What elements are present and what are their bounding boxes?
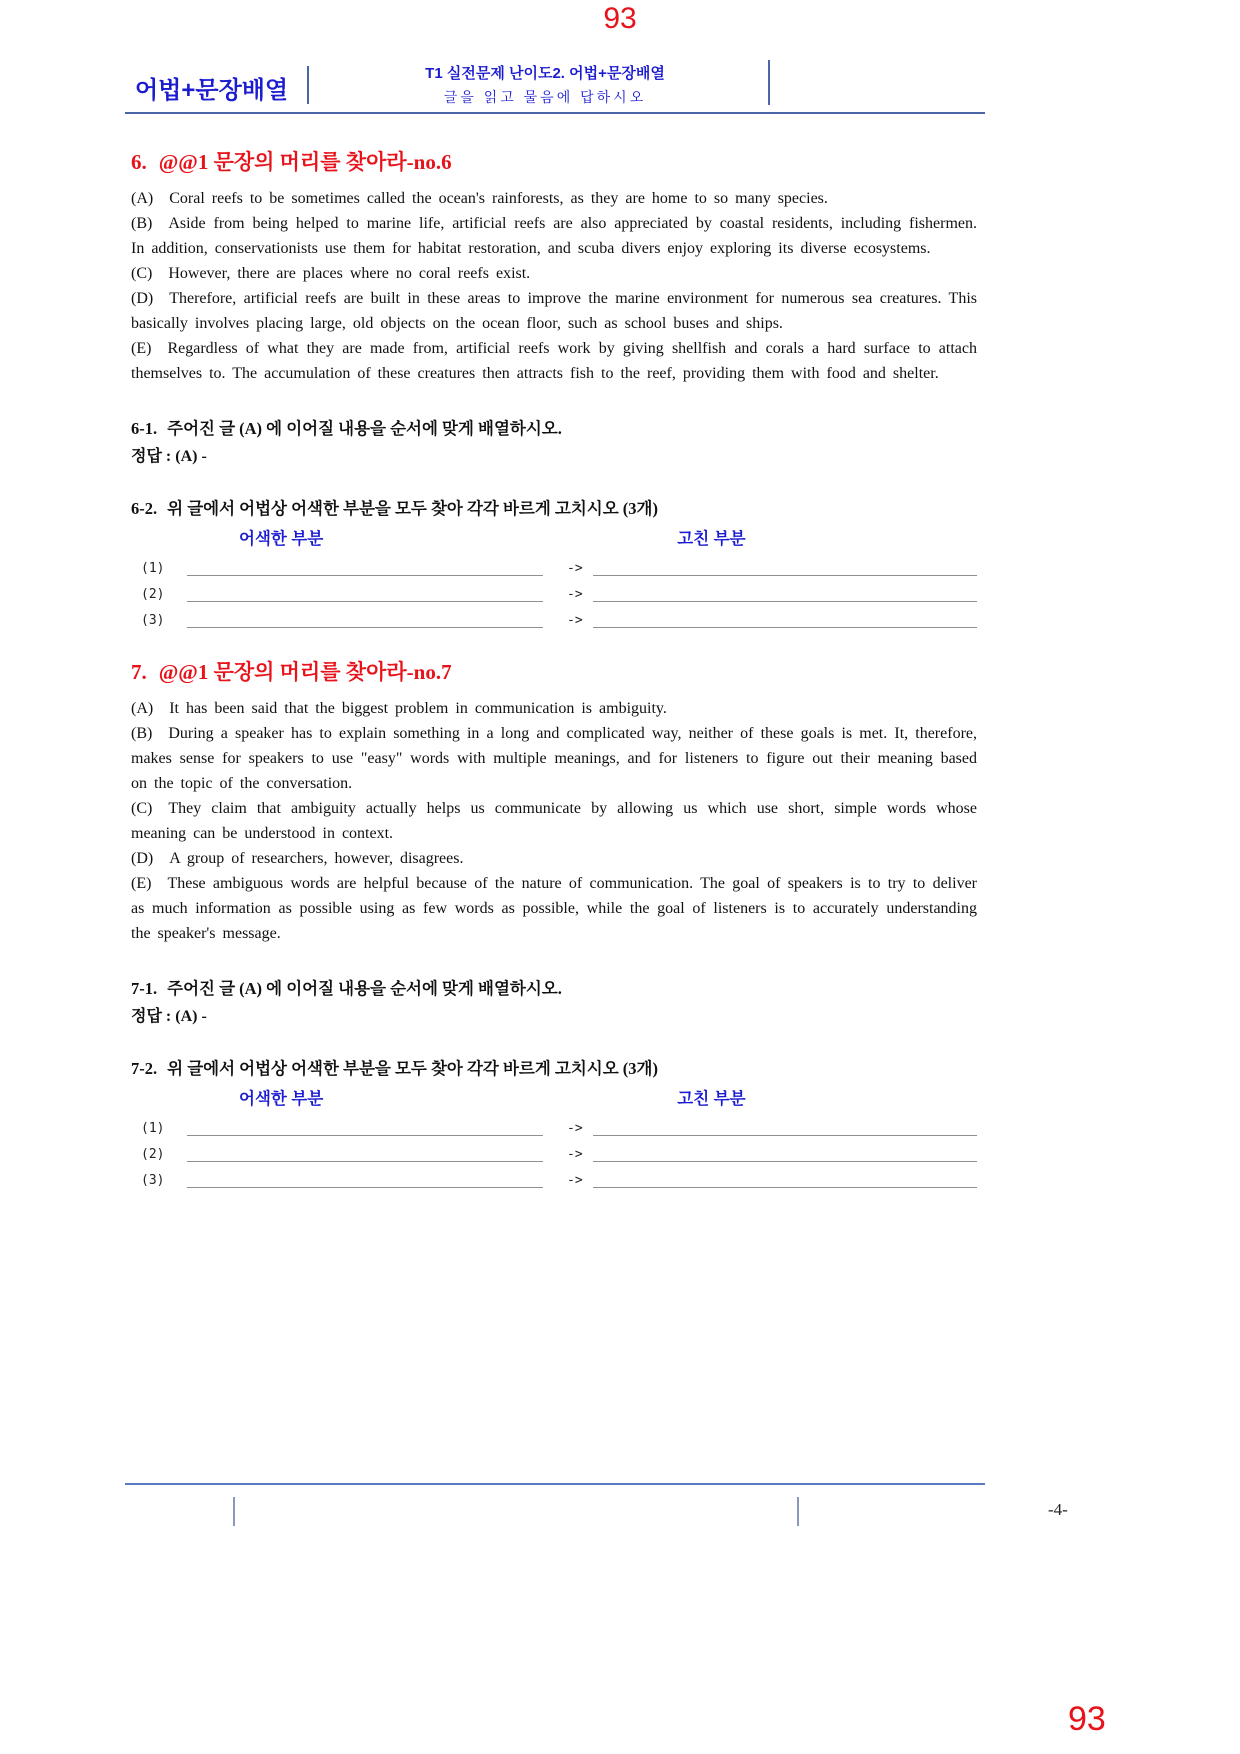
sub-question-label: 6-2. <box>131 499 158 518</box>
paragraph-e <box>131 336 977 386</box>
sub-question-text: 주어진 글 (A) 에 이어질 내용을 순서에 맞게 배열하시오. <box>167 979 562 998</box>
row-number: (1) <box>141 1121 165 1136</box>
header-divider-bar-right <box>768 60 770 105</box>
arrow-text: -> <box>567 1173 583 1188</box>
row-number: (2) <box>141 587 165 602</box>
paragraph-a <box>131 186 977 211</box>
answer-row <box>131 1169 977 1188</box>
paragraph-label: (E) <box>131 875 152 892</box>
paragraph-label: (C) <box>131 265 153 282</box>
paragraph-label: (D) <box>131 850 154 867</box>
arrow-text: -> <box>567 587 583 602</box>
answer-line: 정답 : (A) - <box>131 448 207 465</box>
header-rule <box>125 112 985 114</box>
paragraph-b <box>131 211 977 261</box>
main-content <box>131 148 977 1188</box>
sub-question-6-2 <box>131 498 977 520</box>
header-divider-bar-left <box>307 66 309 104</box>
sub-question-label: 6-1. <box>131 419 158 438</box>
blank-line-wrong <box>187 1172 543 1188</box>
answer-table-header <box>131 1088 977 1110</box>
column-header-corrected: 고친 부분 <box>677 1090 746 1108</box>
answer-line: 정답 : (A) - <box>131 1008 207 1025</box>
paragraph-b <box>131 721 977 796</box>
paragraph-a <box>131 696 977 721</box>
arrow-text: -> <box>567 613 583 628</box>
top-page-number: 93 <box>603 2 637 35</box>
paragraph-label: (A) <box>131 700 154 717</box>
paragraph-d <box>131 286 977 336</box>
answer-table-header <box>131 528 977 550</box>
paragraph-c <box>131 261 977 286</box>
question-7-title-text: @@1 문장의 머리를 찾아라-no.7 <box>158 660 452 684</box>
column-header-corrected: 고친 부분 <box>677 530 746 548</box>
blank-line-wrong <box>187 612 543 628</box>
footer-mark-left <box>233 1497 235 1526</box>
paragraph-text: A group of researchers, however, disagrees. <box>169 850 464 867</box>
sub-question-text: 위 글에서 어법상 어색한 부분을 모두 찾아 각각 바르게 고치시오 (3개) <box>167 499 658 518</box>
paragraph-e <box>131 871 977 946</box>
blank-line-corrected <box>593 1172 977 1188</box>
question-6-title <box>131 148 977 176</box>
paragraph-text: However, there are places where no coral reefs exist. <box>168 265 531 282</box>
blank-line-corrected <box>593 612 977 628</box>
question-7-section <box>131 658 977 1188</box>
paragraph-text: These ambiguous words are helpful because of the nature of communication. The goal of speakers is to try to deliver as much information as possible using as few words as possible, while the goal of listeners is to accurately understanding the speaker's message. <box>131 875 977 942</box>
sub-question-label: 7-1. <box>131 979 158 998</box>
paragraph-text: Regardless of what they are made from, artificial reefs work by giving shellfish and corals a hard surface to attach themselves to. The accumulation of these creatures then attracts fish to the reef, providing them with food and shelter. <box>131 340 977 382</box>
header-center <box>330 62 760 107</box>
paragraph-text: They claim that ambiguity actually helps us communicate by allowing us which use short, simple words whose meaning can be understood in context. <box>131 800 977 842</box>
arrow-text: -> <box>567 1147 583 1162</box>
paragraph-c <box>131 796 977 846</box>
sub-question-text: 위 글에서 어법상 어색한 부분을 모두 찾아 각각 바르게 고치시오 (3개) <box>167 1059 658 1078</box>
bottom-page-number: 93 <box>1068 1700 1106 1738</box>
paragraph-label: (E) <box>131 340 152 357</box>
paragraph-text: Therefore, artificial reefs are built in these areas to improve the marine environment for numerous sea creatures. This basically involves placing large, old objects on the ocean floor, such as school buses and ships. <box>131 290 977 332</box>
paragraph-text: It has been said that the biggest problem in communication is ambiguity. <box>169 700 667 717</box>
blank-line-corrected <box>593 586 977 602</box>
sub-question-7-2 <box>131 1058 977 1080</box>
blank-line-corrected <box>593 560 977 576</box>
sub-question-6-1 <box>131 418 977 440</box>
paragraph-text: Coral reefs to be sometimes called the ocean's rainforests, as they are home to so many species. <box>169 190 828 207</box>
arrow-text: -> <box>567 1121 583 1136</box>
blank-line-wrong <box>187 560 543 576</box>
paragraph-label: (C) <box>131 800 153 817</box>
sub-question-7-1 <box>131 978 977 1000</box>
column-header-wrong: 어색한 부분 <box>239 1090 324 1108</box>
column-header-wrong: 어색한 부분 <box>239 530 324 548</box>
question-6-section <box>131 148 977 628</box>
sub-question-text: 주어진 글 (A) 에 이어질 내용을 순서에 맞게 배열하시오. <box>167 419 562 438</box>
footer-mark-right <box>797 1497 799 1526</box>
paragraph-label: (A) <box>131 190 154 207</box>
question-6-number: 6. <box>131 150 147 174</box>
question-6-title-text: @@1 문장의 머리를 찾아라-no.6 <box>158 150 452 174</box>
header-title: T1 실전문제 난이도2. 어법+문장배열 <box>425 65 665 82</box>
answer-row <box>131 583 977 602</box>
footer-page-label: -4- <box>1048 1500 1068 1519</box>
row-number: (1) <box>141 561 165 576</box>
header-left-title: 어법+문장배열 <box>135 77 289 104</box>
answer-row <box>131 557 977 576</box>
arrow-text: -> <box>567 561 583 576</box>
header-subtitle: 글을 읽고 물음에 답하시오 <box>443 89 647 105</box>
answer-row <box>131 1117 977 1136</box>
footer-rule <box>125 1483 985 1485</box>
sub-question-label: 7-2. <box>131 1059 158 1078</box>
blank-line-wrong <box>187 1120 543 1136</box>
paragraph-text: During a speaker has to explain something in a long and complicated way, neither of these goals is met. It, therefore, makes sense for speakers to use "easy" words with multiple meanings, and for listeners to figure out their meaning based on the topic of the conversation. <box>131 725 977 792</box>
blank-line-wrong <box>187 586 543 602</box>
row-number: (2) <box>141 1147 165 1162</box>
paragraph-d <box>131 846 977 871</box>
question-7-number: 7. <box>131 660 147 684</box>
blank-line-corrected <box>593 1146 977 1162</box>
paragraph-label: (B) <box>131 725 153 742</box>
answer-row <box>131 1143 977 1162</box>
answer-row <box>131 609 977 628</box>
blank-line-wrong <box>187 1146 543 1162</box>
paragraph-label: (B) <box>131 215 153 232</box>
paragraph-label: (D) <box>131 290 154 307</box>
paragraph-text: Aside from being helped to marine life, artificial reefs are also appreciated by coastal residents, including fishermen. In addition, conservationists use them for habitat restoration, and scuba divers enjoy exploring its diverse ecosystems. <box>131 215 977 257</box>
row-number: (3) <box>141 1173 165 1188</box>
question-7-title <box>131 658 977 686</box>
row-number: (3) <box>141 613 165 628</box>
blank-line-corrected <box>593 1120 977 1136</box>
